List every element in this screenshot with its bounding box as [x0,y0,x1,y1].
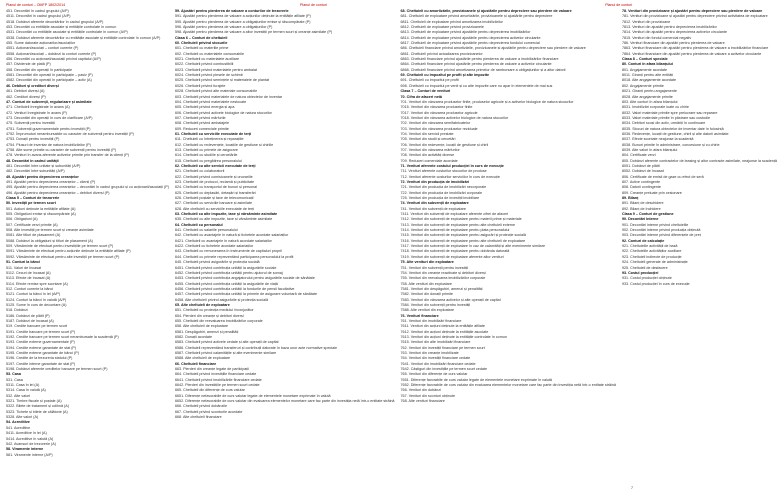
section-heading: Clasa 7 – Conturi de venituri [400,89,451,94]
account-line: 7642. Câștiguri din investițiile pe termen scurt cedate [400,367,487,372]
account-line: 8021. Giranți pentru angajamente [621,89,677,94]
account-line: 6861. Cheltuieli privind actualizarea provizioanelor [400,51,483,56]
account-line: 667. Cheltuieli privind sconturile acordate [174,409,243,414]
account-line: 644. Cheltuieli cu primele reprezentând participarea personalului la profit [174,254,294,259]
account-line: 6652. Diferențe nefavorabile de curs valutar din evaluarea elementelor monetare care fac parte din investiția netă într-o entitate străină [174,399,395,404]
account-line: 4531. Decontări cu entitățile asociate și entitățile controlate în comun (A/P) [6,30,128,35]
account-line: 708. Venituri din activități diverse [400,153,455,158]
account-line: 5197. Credite interne garantate de stat (P) [6,361,76,366]
account-line: 7588. Alte venituri din exploatare [400,308,455,313]
account-line: 511. Valori de încasat [6,265,42,270]
account-line: 8034. Debitori scoși din activ, urmăriți în continuare [621,121,706,126]
section-heading: 76. Venituri financiare [400,313,439,318]
account-line: 5114. Efecte remise spre scontare (A) [6,281,68,286]
section-heading: 72. Venituri din producția de imobilizări [400,180,470,184]
account-line: 7612. Venituri din acțiuni deținute la entitățile asociate [400,329,489,334]
column-1 [6,9,169,487]
account-line: 922. Cheltuielile activităților auxiliare [621,249,682,254]
account-line: 462. Creditori diverși (P) [6,94,46,99]
account-line: 622. Cheltuieli privind comisioanele și onorariile [174,174,253,179]
section-heading: 59. Ajustări pentru pierderea de valoare a conturilor de trezorerie [174,9,289,13]
account-line: 6455. Cheltuieli privind contribuția unității la asigurările de viață [174,281,278,286]
account-line: 6642. Pierderi din investițiile pe termen scurt cedate [174,383,260,388]
account-line: 609. Reduceri comerciale primite [174,126,229,131]
section-heading: 53. Casa [6,372,21,377]
account-line: 7018. Venituri din vânzarea activelor biologice de natura stocurilor [400,115,509,120]
account-line: 5328. Alte valori (A) [6,415,39,420]
account-line: 7582. Venituri din donații primite [400,292,453,297]
account-line: 6588. Alte cheltuieli de exploatare [174,356,231,361]
account-line: 626. Cheltuieli poștale și taxe de telecomunicații [174,196,254,201]
section-heading: 66. Cheltuieli financiare [174,361,217,366]
account-line: 621. Cheltuieli cu colaboratorii [174,169,225,174]
account-line: 481. Decontări între unitate și subunități (A/P) [6,163,81,168]
account-line: 7863. Venituri financiare din ajustări pentru pierderea de valoare a imobilizărilor financiare [621,46,769,51]
account-line: 8011. Giranți pentru alte entități [621,73,674,78]
account-line: 496. Ajustări pentru deprecierea creanțelor – debitori diverși (P) [6,190,110,195]
account-line: 7412. Venituri din subvenții de exploatare pentru materii prime și materiale [400,217,522,222]
account-line: 508. Alte investiții pe termen scurt și creanțe asimilate [6,228,94,233]
account-line: 4754. Plusuri de inventar de natura imobilizărilor (P) [6,142,91,147]
section-heading: 75. Alte venituri din exploatare [400,260,454,265]
account-line: 8018. Alte angajamente acordate [621,78,677,83]
account-line: 8039. Alte valori în afara bilanțului [621,147,678,152]
account-line: 765. Venituri din diferențe de curs valutar [400,372,468,377]
account-line: 4551. Acționari/asociați – conturi curente (P) [6,46,79,51]
account-line: 5321. Timbre fiscale și poștale (A) [6,399,62,404]
account-line: 5113. Efecte de încasat (A) [6,276,51,281]
account-line: 901. Decontări interne privind cheltuielile [621,222,689,227]
account-line: 655. Cheltuieli din reevaluarea imobilizărilor corporale [174,318,263,323]
account-line: 627. Cheltuieli cu serviciile bancare și asimilate [174,201,253,206]
account-line: 4758. Alte sume primite cu caracter de subvenții pentru investiții (P) [6,147,117,152]
column-3 [401,9,616,487]
account-line: 596. Ajustări pentru pierderea de valoare a obligațiunilor (P) [174,25,273,30]
account-line: 4753. Donații pentru investiții (P) [6,137,60,142]
account-line: 625. Cheltuieli cu deplasări, detașări și transferări [174,190,256,195]
account-line: 4582. Decontări din operații în participație – activ (A) [6,78,92,83]
account-line: 6026. Cheltuieli privind furajele [174,83,226,88]
account-line: 707. Venituri din vânzarea mărfurilor [400,147,460,152]
account-line: 808. Datorii contingente [621,185,661,190]
account-line: 6458. Alte cheltuieli privind asigurările și protecția socială [174,297,269,302]
account-line: 891. Bilanț de deschidere [621,201,664,206]
account-line: 455. Sume datorate acționarilor/asociaților [6,41,76,46]
account-line: 5323. Tichete și bilete de călătorie (A) [6,409,68,414]
account-line: 664. Cheltuieli privind investițiile financiare cedate [174,372,257,377]
account-line: 475. Subvenții pentru investiții [6,121,55,126]
account-line: 5414. Acreditive în valută (A) [6,436,54,441]
account-line: 8031. Imobilizări corporale luate cu chirie [621,105,689,110]
account-line: 5195. Credite externe garantate de bănci (P) [6,351,79,355]
account-line: 6813. Cheltuieli de exploatare privind ajustările pentru deprecierea imobilizărilor [400,30,531,35]
account-line: 7017. Venituri din vânzarea produselor agricole [400,110,478,115]
account-line: 7417. Venituri din subvenții de exploatare în caz de calamități și alte evenimente similare [400,244,546,249]
account-line: 601. Cheltuieli cu materiile prime [174,46,229,51]
account-line: 491. Ajustări pentru deprecierea creanțelor – clienți (P) [6,180,96,184]
section-heading: 61. Cheltuieli cu serviciile executate de terți [174,131,252,136]
account-line: 806. Certificate de emisii de gaze cu efect de seră [621,174,704,179]
account-line: 5192. Credite bancare pe termen scurt nerambursate la scadență (P) [6,334,119,339]
account-line: 614. Cheltuieli cu studiile și cercetările [174,153,238,158]
column-4 [622,9,777,487]
account-line: 7611. Venituri din acțiuni deținute la entitățile afiliate [400,324,485,329]
section-heading: 49. Ajustări pentru deprecierea creanțelor [6,174,79,179]
account-line: 7583. Venituri din vânzarea activelor și alte operații de capital [400,297,501,302]
account-line: 5112. Cecuri de încasat (A) [6,270,51,275]
account-line: 7411. Venituri din subvenții de exploatare aferente cifrei de afaceri [400,212,509,217]
account-line: 8051. Dobânzi de plătit [621,163,660,168]
account-line: 8052. Dobânzi de încasat [621,169,664,174]
account-line: 4581. Decontări din operații în participație – pasiv (P) [6,73,93,78]
section-heading: 89. Bilanț [621,196,639,201]
account-line: 5125. Sume în curs de decontare (A) [6,302,67,307]
account-line: 709. Reduceri comerciale acordate [400,158,458,163]
account-line: 6812. Cheltuieli de exploatare privind provizioanele [400,25,484,30]
page-number: 7 [631,486,633,490]
section-heading: Clasa 6 – Conturi de cheltuieli [174,35,228,40]
account-line: 666. Cheltuieli privind dobânzile [174,404,228,409]
section-heading: 51. Conturi la bănci [6,260,41,265]
account-line: 472. Venituri înregistrate în avans (P) [6,110,67,115]
account-line: 8033. Valori materiale primite în păstrare sau custodie [621,115,711,120]
account-line: 5191. Credite bancare pe termen scurt (P) [6,329,76,334]
account-line: 763. Venituri din creanțe imobilizate [400,351,459,355]
account-line: 7613. Venituri din acțiuni deținute la entitățile controlate în comun [400,334,507,339]
account-line: 802. Angajamente primite [621,83,664,88]
account-line: 681. Cheltuieli de exploatare privind amortizările, provizioanele și ajustările pentru depreciere [400,14,553,19]
account-line: 6451. Cheltuieli privind contribuția unității la asigurările sociale [174,265,277,270]
account-line: 7615. Venituri din alte imobilizări financiare [400,340,471,345]
account-line: 7418. Venituri din subvenții de exploatare pentru dobânda datorată [400,249,510,254]
account-line: 6811. Cheltuieli de exploatare privind amortizarea imobilizărilor [400,19,503,24]
account-line: 741. Venituri din subvenții de exploatare [400,206,466,211]
account-line: 8028. Alte angajamente primite [621,94,673,99]
account-line: 761. Venituri din imobilizări financiare [400,318,462,323]
account-line: 8037. Efecte scontate neajunse la scadență [621,137,694,142]
account-line: 591. Ajustări pentru pierderea de valoare a acțiunilor deținute la entitățile afiliate (P) [174,14,311,19]
account-line: 7416. Venituri din subvenții de exploatare pentru alte cheltuieli de exploatare [400,238,526,243]
account-line: 506. Obligațiuni (A) [6,217,38,222]
account-line: 7651. Diferențe favorabile de curs valutar legate de elementele monetare exprimate în valută [400,377,552,382]
account-line: 923. Cheltuieli indirecte de producție [621,254,682,259]
account-line: 7813. Venituri din ajustări pentru deprecierea imobilizărilor [621,25,717,30]
account-line: 6587. Cheltuieli privind calamitățile și alte evenimente similare [174,351,277,355]
account-line: 501. Acțiuni deținute la entitățile afiliate (A) [6,206,76,211]
account-line: 519. Credite bancare pe termen scurt [6,324,68,329]
section-heading: 71. Venituri aferente costului producției în curs de execuție [400,163,504,168]
account-line: 6456. Cheltuieli privind contribuția unității la fondurile de pensii facultative [174,286,295,291]
account-line: 6814. Cheltuieli de exploatare privind ajustările pentru deprecierea activelor circulante [400,35,541,40]
account-line: 651. Cheltuieli cu protecția mediului înconjurător [174,308,254,313]
account-line: 604. Cheltuieli privind materialele nestocate [174,99,247,104]
account-line: 801. Angajamente acordate [621,67,668,72]
account-line: 628. Alte cheltuieli cu serviciile executate de terți [174,206,255,211]
account-line: 903. Decontări interne privind diferențele de preț [621,233,701,238]
account-line: 721. Venituri din producția de imobilizări necorporale [400,185,487,190]
account-line: 608. Cheltuieli privind ambalajele [174,121,230,126]
account-line: 615. Cheltuieli cu pregătirea personalului [174,158,242,163]
account-line: 6641. Cheltuieli privind imobilizările financiare cedate [174,377,262,382]
account-line: 5124. Conturi la bănci în valută (A/P) [6,297,67,302]
account-line: 6452. Cheltuieli privind contribuția unității pentru ajutorul de șomaj [174,270,283,275]
account-line: 766. Venituri din dobânzi [400,388,441,393]
account-line: 6581. Despăgubiri, amenzi și penalități [174,329,239,334]
account-line: 518. Dobânzi [6,308,28,313]
account-line: 457. Dividende de plată (P) [6,62,51,67]
section-heading: 90. Decontări interne [621,217,659,222]
account-line: 456. Decontări cu acționarii/asociații privind capitalul (A/P) [6,57,101,62]
section-heading: 65. Alte cheltuieli de exploatare [174,302,230,307]
account-line: 4558. Acționari/asociați – dobânzi la conturi curente (P) [6,51,97,56]
account-line: 698. Cheltuieli cu impozitul pe venit și cu alte impozite care nu apar în elementele de mai sus [400,83,553,88]
account-line: 6028. Cheltuieli privind alte materiale consumabile [174,89,258,94]
section-heading: 93. Costul producției [621,270,659,275]
account-line: 612. Cheltuieli cu redevențele, locațiile de gestiune și chiriile [174,142,274,147]
account-line: 8035. Stocuri de natura obiectelor de inventar date în folosință [621,126,724,131]
account-line: 581. Viramente interne (A/P) [6,452,53,457]
section-heading: 69. Cheltuieli cu impozitul pe profit și alte impozite [400,73,490,78]
account-line: 704. Venituri din servicii prestate [400,131,454,136]
account-line: 6025. Cheltuieli privind semințele și materialele de plantat [174,78,270,83]
account-line: 4511. Decontări în cadrul grupului (A/P) [6,14,71,19]
account-line: 7413. Venituri din subvenții de exploatare pentru alte cheltuieli externe [400,222,516,227]
account-line: 635. Cheltuieli cu alte impozite, taxe și vărsăminte asimilate [174,217,273,222]
account-line: 804. Certificate verzi [621,153,656,158]
account-line: 7584. Venituri din subvenții pentru investiții [400,302,471,307]
account-line: 758. Alte venituri din exploatare [400,281,452,286]
account-line: 453. Decontări cu entitățile asociate și entitățile controlate în comun [6,25,117,30]
account-line: 6457. Cheltuieli privind contribuția unității la primele de asigurare voluntară de sănătate [174,292,318,297]
section-heading: 48. Decontări în cadrul unității [6,158,59,163]
account-line: 613. Cheltuieli cu primele de asigurare [174,147,238,152]
account-line: 754. Venituri din creanțe reactivate și debitori diverși [400,270,486,275]
account-line: 6864. Cheltuieli financiare privind ajustările pentru pierderea de valoare a activelor circulante [400,62,552,67]
account-line: 925. Cheltuieli de desfacere [621,265,668,270]
account-line: 482. Decontări între subunități (A/P) [6,169,65,174]
account-line: 786. Venituri financiare din ajustări pentru pierderea de valoare [621,41,725,46]
column-2 [175,9,395,487]
account-line: 5322. Bilete de tratament și odihnă (A) [6,404,69,409]
account-line: 762. Venituri din investiții financiare pe termen scurt [400,345,485,350]
account-line: 6817. Cheltuieli de exploatare privind ajustările pentru deprecierea fondului comercial [400,41,540,46]
account-line: 5186. Dobânzi de plătit (P) [6,313,50,318]
account-line: 645. Cheltuieli privind asigurările și protecția socială [174,260,260,265]
account-line: 607. Cheltuieli privind mărfurile [174,115,226,120]
running-header-right: Planul de conturi [605,3,632,7]
account-line: 5121. Conturi la bănci în lei (A/P) [6,292,61,297]
account-line: 654. Pierderi din creanțe și debitori diverși [174,313,244,318]
account-line: 805. Dobânzi aferente contractelor de leasing și altor contracte asimilate, neajunse la scadență [621,158,777,163]
section-heading: Clasa 8 – Conturi speciale [621,57,668,62]
account-line: 768. Alte venituri financiare [400,399,445,404]
account-line: 6582. Donații acordate [174,334,213,339]
section-heading: 47. Conturi de subvenții, regularizare și asimilate [6,99,92,104]
section-heading: 92. Conturi de calculație [621,238,665,243]
account-line: 6863. Cheltuieli financiare privind ajustările pentru pierderea de valoare a imobilizărilor financiare [400,57,559,62]
account-line: 781. Venituri din provizioane și ajustări pentru depreciere privind activitatea de exploatare [621,14,768,19]
running-header-left: Planul de conturi – OMFP 1802/2014 [6,3,66,7]
account-line: 5311. Casa în lei (A) [6,383,40,388]
account-line: 595. Ajustări pentru pierderea de valoare a obligațiunilor emise și răscumpărate (P) [174,19,311,24]
account-line: 473. Decontări din operații în curs de clarificare (A/P) [6,115,93,120]
account-line: 702. Venituri din vânzarea semifabricatelor [400,121,471,126]
account-line: 4538. Dobânzi aferente decontărilor cu entitățile asociate și entitățile controlate în comun (A/P) [6,35,161,40]
account-line: 532. Alte valori [6,393,31,398]
account-line: 803. Alte conturi în afara bilanțului [621,99,678,104]
section-heading: 60. Cheltuieli privind stocurile [174,41,228,46]
account-line: 495. Ajustări pentru deprecierea creanțelor – decontări în cadrul grupului și cu acționarii/asociații (P) [6,185,169,190]
account-line: 6021. Cheltuieli cu materialele auxiliare [174,57,240,62]
account-line: 605. Cheltuieli privind energia și apa [174,105,235,110]
account-line: 643. Cheltuieli cu remunerarea în instrumente de capitaluri proprii [174,249,282,254]
account-line: 7814. Venituri din ajustări pentru deprecierea activelor circulante [621,30,727,35]
section-heading: 80. Conturi în afara bilanțului [621,62,673,67]
account-line: 602. Cheltuieli cu materialele consumabile [174,51,245,56]
account-line: 5193. Credite externe guvernamentale (P) [6,340,75,345]
account-line: 5314. Casa în valută (A) [6,388,46,393]
account-line: 4751. Subvenții guvernamentale pentru investiții (P) [6,126,91,131]
account-line: 7641. Venituri din imobilizări financiare cedate [400,361,476,366]
account-line: 6583. Cheltuieli privind activele cedate și alte operații de capital [174,340,279,345]
account-line: 703. Venituri din vânzarea produselor reziduale [400,126,478,131]
section-heading: 70. Cifra de afaceri netă [400,94,442,99]
account-line: 7652. Diferențe favorabile de curs valutar din evaluarea elementelor monetare care fac parte din investiția netă într-o entitate străină [400,383,616,388]
section-heading: 50. Investiții pe termen scurt [6,201,56,206]
account-line: 892. Bilanț de închidere [621,206,661,211]
account-line: 902. Decontări interne privind producția obținută [621,228,701,233]
account-line: 668. Alte cheltuieli financiare [174,415,222,420]
account-line: 458. Decontări din operații în participație [6,67,73,72]
account-line: 5411. Acreditive în lei (A) [6,431,47,436]
account-line: 6421. Cheltuieli cu avantajele în natură acordate salariaților [174,238,272,243]
account-line: 623. Cheltuieli de protocol, reclamă și publicitate [174,180,255,184]
account-line: 603. Cheltuieli privind materialele de natura obiectelor de inventar [174,94,283,99]
account-line: 6022. Cheltuieli privind combustibilii [174,62,234,67]
account-line: 5091. Vărsăminte de efectuat pentru acțiunile deținute la entitățile afiliate (P) [6,249,131,254]
account-line: 711. Venituri aferente costurilor stocurilor de produse [400,169,487,174]
account-line: 531. Casa [6,377,23,382]
account-line: 658. Alte cheltuieli de exploatare [174,324,229,329]
account-line: 767. Venituri din sconturi obținute [400,393,456,398]
account-line: 809. Creanțe preluate prin cesionare [621,190,682,195]
account-line: 7812. Venituri din provizioane [621,19,671,24]
account-line: 8038. Bunuri primite în administrare, concesiune și cu chirie [621,142,720,147]
account-line: 5088. Dobânzi la obligațiuni și titluri de plasament (A) [6,238,93,243]
account-line: 6868. Cheltuieli financiare privind amortizarea primelor de rambursare a obligațiunilor și a altor datorii [400,67,566,72]
account-line: 541. Acreditive [6,425,31,430]
account-line: 751. Venituri din subvenții pentru investiții [400,265,469,270]
section-heading: 64. Cheltuieli cu personalul [174,222,223,227]
account-line: 764. Venituri din investiții financiare cedate [400,356,471,361]
account-line: 598. Ajustări pentru pierderea de valoare a altor investiții pe termen scurt și creanțe asimilate (P) [174,30,333,35]
account-line: 642. Cheltuieli cu avantajele în natură și tichetele acordate salariaților [174,233,289,238]
account-line: 705. Venituri din studii și cercetări [400,137,456,142]
account-line: 663. Pierderi din creanțe legate de participații [174,367,249,372]
account-line: 5198. Dobânzi aferente creditelor bancare pe termen scurt (P) [6,367,108,372]
account-line: 478. Venituri în avans aferente activelor primite prin transfer de la clienți (P) [6,153,129,158]
section-heading: 74. Venituri din subvenții de exploatare [400,201,469,206]
account-line: 6023. Cheltuieli privind materialele pentru ambalat [174,67,257,72]
account-line: 8032. Valori materiale primite spre prelucrare sau reparare [621,110,718,115]
section-heading: Clasa 9 – Conturi de gestiune [621,212,674,217]
section-heading: 58. Viramente interne [6,447,44,452]
account-line: 6422. Cheltuieli cu tichetele acordate salariaților [174,244,254,249]
account-line: 606. Cheltuieli privind activele biologice de natura stocurilor [174,110,272,115]
account-line: 725. Venituri din producția de investiții imobiliare [400,196,480,201]
account-line: 7581. Venituri din despăgubiri, amenzi și penalități [400,286,483,291]
account-line: 542. Avansuri de trezorerie (A) [6,441,56,446]
account-line: 509. Vărsăminte de efectuat pentru investițiile pe termen scurt (P) [6,244,114,249]
account-line: 701. Venituri din vânzarea produselor finite, produselor agricole și a activelor biologice de natura stocurilor [400,99,574,104]
page-columns [6,9,777,487]
account-line: 924. Cheltuieli generale de administrație [621,260,688,265]
section-heading: 46. Debitori și creditori diverși [6,83,59,88]
account-line: 624. Cheltuieli cu transportul de bunuri și personal [174,185,257,190]
account-line: 7415. Venituri din subvenții de exploatare pentru asigurări și protecție socială [400,233,526,238]
account-line: 5187. Dobânzi de încasat (A) [6,318,54,323]
section-heading: 68. Cheltuieli cu amortizările, provizioanele și ajustările pentru depreciere sau pierdere de valoare [400,9,572,13]
account-line: 755. Venituri din reevaluarea imobilizărilor corporale [400,276,486,281]
section-heading: 63. Cheltuieli cu alte impozite, taxe și vărsăminte asimilate [174,212,278,217]
account-line: 471. Cheltuieli înregistrate în avans (A) [6,105,70,110]
account-line: 7414. Venituri din subvenții de exploatare pentru plata personalului [400,228,510,233]
account-line: 712. Venituri aferente costurilor serviciilor în curs de execuție [400,174,500,179]
account-line: 461. Debitori diverși (A) [6,89,45,94]
account-line: 665. Cheltuieli din diferențe de curs valutar [174,388,245,393]
section-heading: 62. Cheltuieli cu alte servicii executate de terți [174,163,256,168]
account-line: 641. Cheltuieli cu salariile personalului [174,228,238,233]
account-line: 8036. Redevențe, locații de gestiune, chirii și alte datorii asimilate [621,131,729,136]
account-line: 7864. Venituri financiare din ajustări pentru pierderea de valoare a activelor circulante [621,51,762,56]
account-line: 691. Cheltuieli cu impozitul pe profit [400,78,459,83]
account-line: 611. Cheltuieli cu întreținerea și reparațiile [174,137,244,142]
account-line: 6651. Diferențe nefavorabile de curs valutar legate de elementele monetare exprimate în valută [174,393,331,398]
account-line: 4518. Dobânzi aferente decontărilor în cadrul grupului (A/P) [6,19,104,24]
account-line: 5196. Credite de la trezoreria statului (P) [6,356,73,361]
account-line: 5194. Credite externe garantate de stat (P) [6,345,77,350]
account-line: 6586. Cheltuieli reprezentând transferuri și contribuții datorate în baza unor acte normative speciale [174,345,338,350]
section-heading: 54. Acreditive [6,420,30,425]
account-line: 7419. Venituri din subvenții de exploatare aferente altor venituri [400,254,504,259]
account-line: 4752. Împrumuturi nerambursabile cu caracter de subvenții pentru investiții (P) [6,131,134,136]
account-line: 807. Active contingente [621,180,661,184]
account-line: 686. Cheltuieli financiare privind amortizările, provizioanele și ajustările pentru depreciere sau pierdere de valoare [400,46,586,51]
account-line: 931. Costul producției obținute [621,276,672,281]
account-line: 7815. Venituri din fondul comercial negativ [621,35,692,40]
account-line: 722. Venituri din producția de imobilizări corporale [400,190,483,195]
account-line: 933. Costul producției în curs de execuție [621,281,690,286]
account-line: 451. Decontări în cadrul grupului (A/P) [6,9,69,13]
account-line: 5092. Vărsăminte de efectuat pentru alte investiții pe termen scurt (P) [6,254,120,259]
account-line: 507. Certificate verzi primite (A) [6,222,58,227]
running-header-center: Planul de conturi [300,3,327,7]
section-heading: 78. Venituri din provizioane și ajustări pentru depreciere sau pierdere de valoare [621,9,763,13]
account-line: 6024. Cheltuieli privind piesele de schimb [174,73,243,78]
account-line: 921. Cheltuielile activității de bază [621,244,678,249]
account-line: 512. Conturi curente la bănci [6,286,54,291]
section-heading: Clasa 5 – Conturi de trezorerie [6,196,60,201]
account-line: 505. Obligațiuni emise și răscumpărate (A) [6,212,76,217]
account-line: 5081. Alte titluri de plasament (A) [6,233,61,238]
account-line: 6453. Cheltuieli privind contribuția angajatorului pentru asigurările sociale de sănătate [174,276,315,281]
account-line: 706. Venituri din redevențe, locații de gestiune și chirii [400,142,489,147]
account-line: 7015. Venituri din vânzarea produselor finite [400,105,473,110]
